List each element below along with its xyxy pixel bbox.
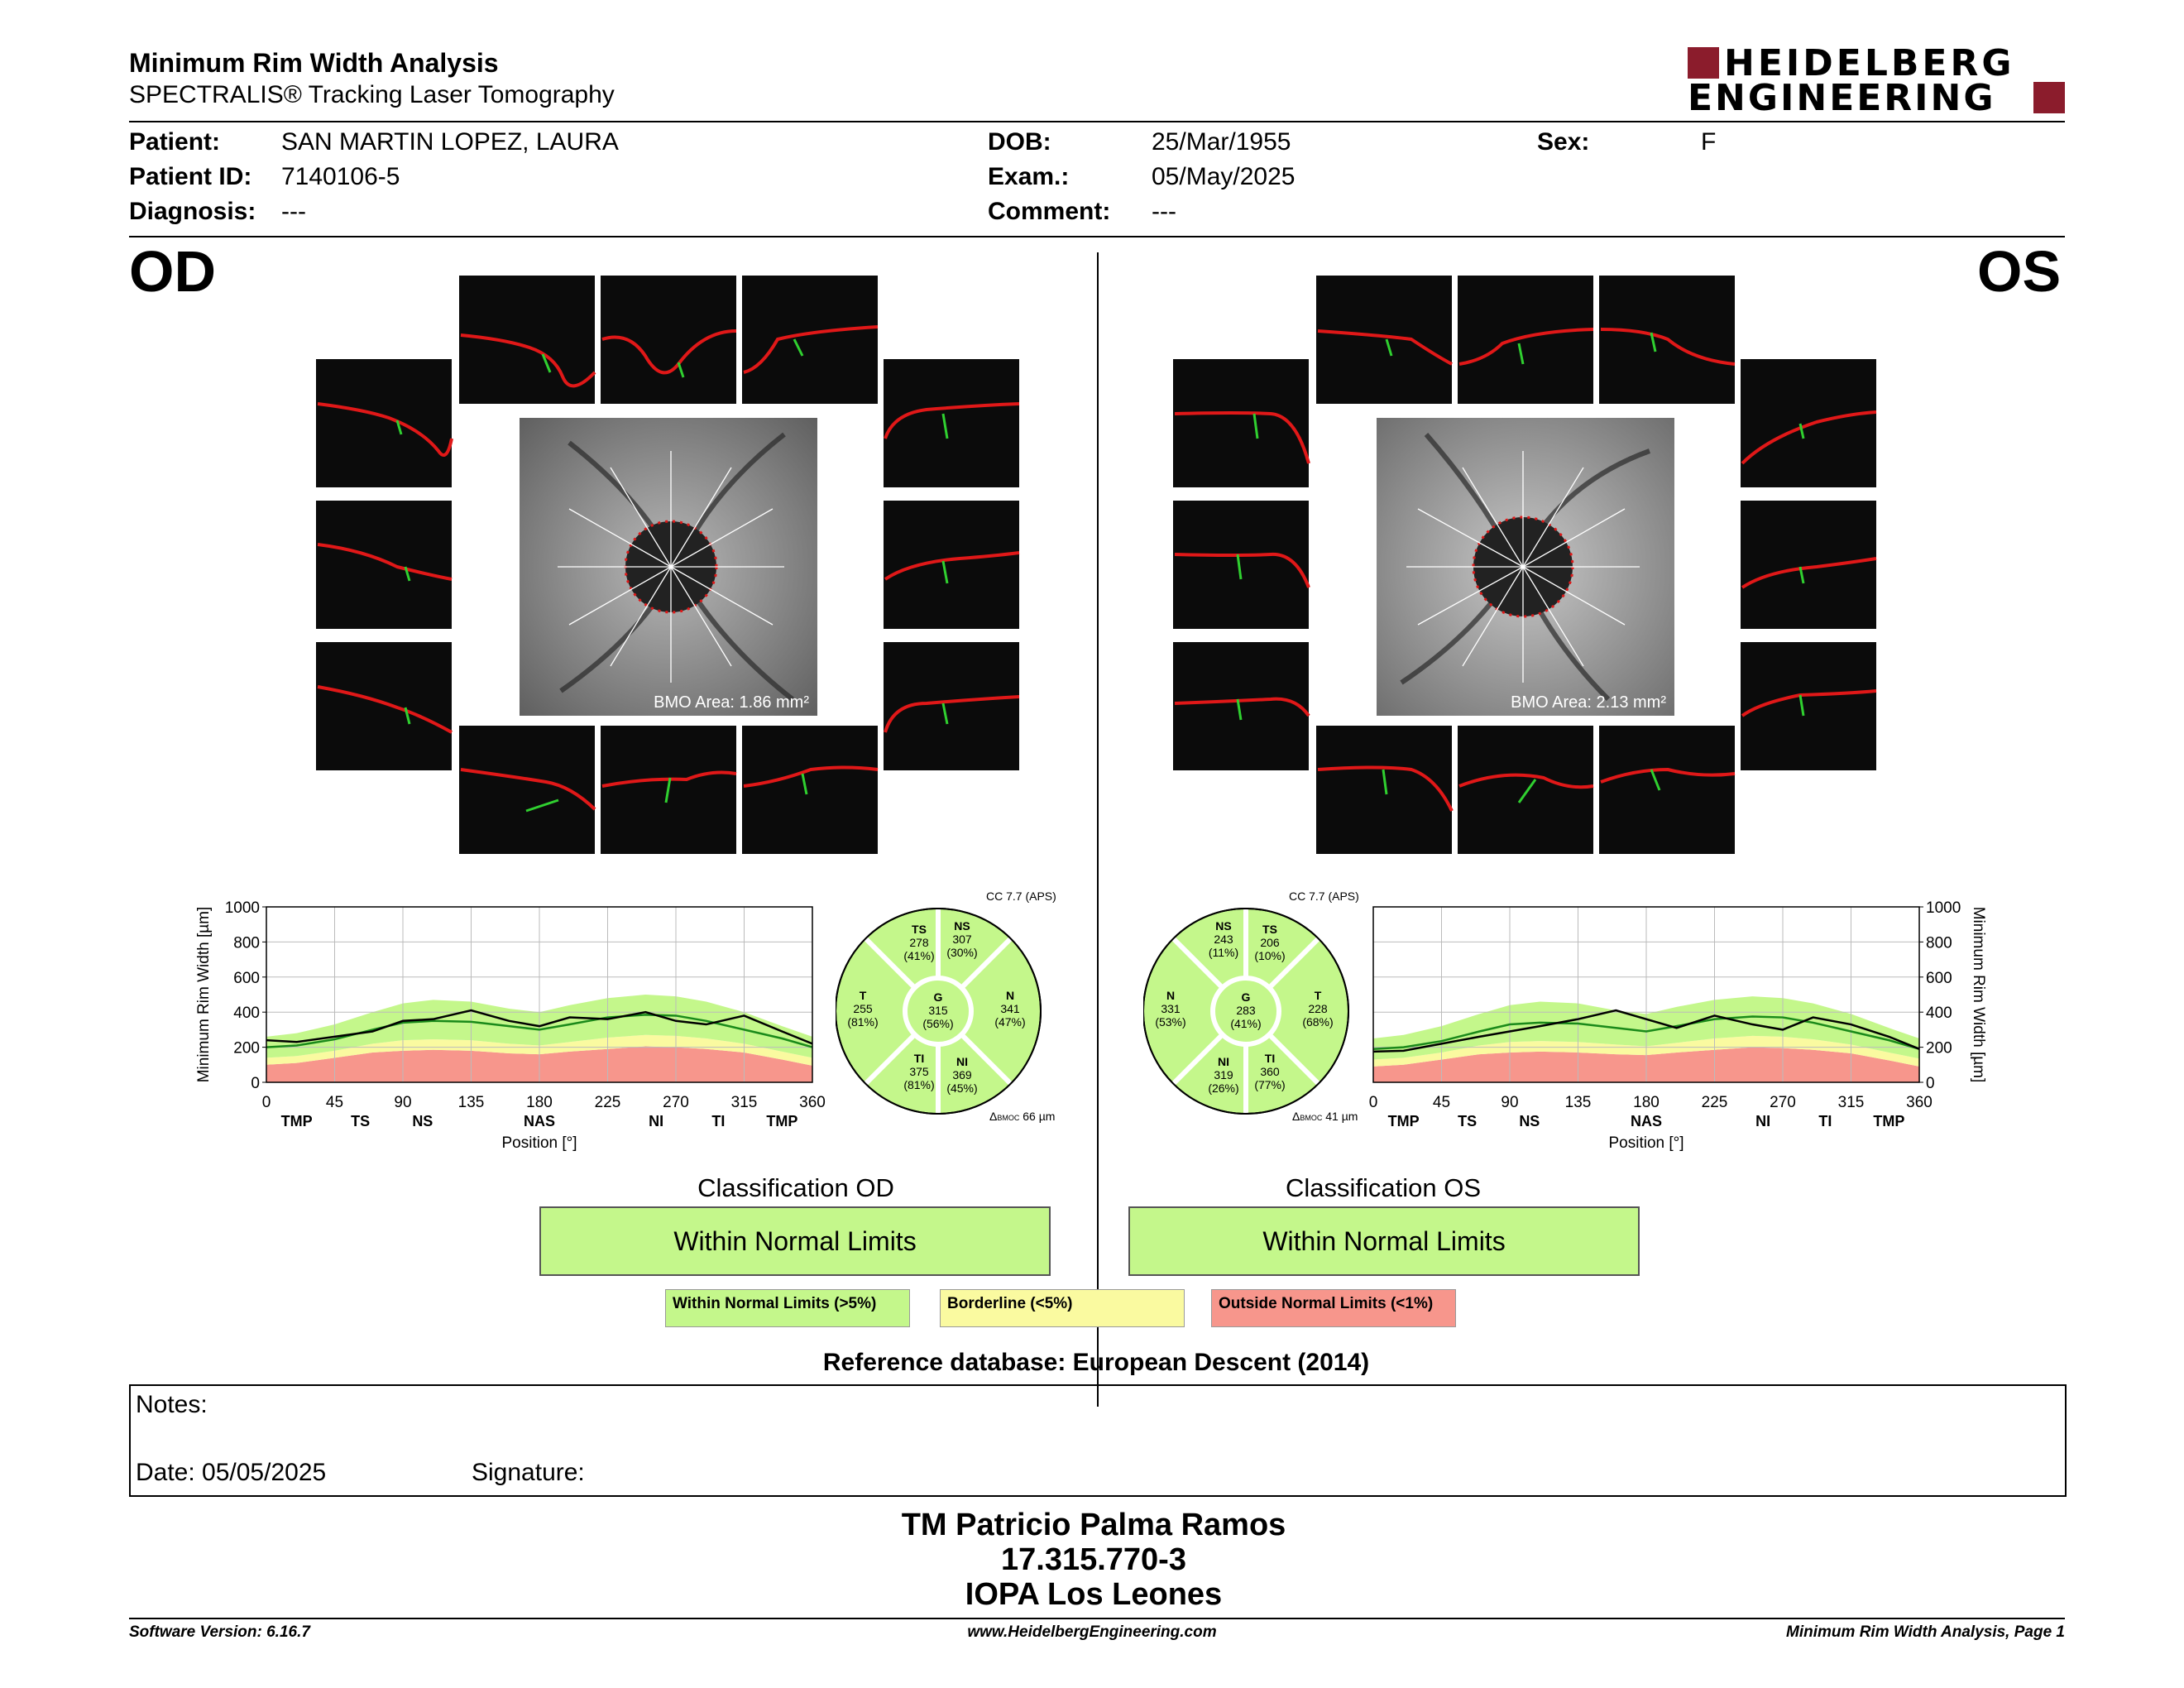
sector-label: TMP (1873, 1113, 1905, 1129)
os-ts-value: 206 (1260, 936, 1280, 949)
heidelberg-logo (1688, 42, 2065, 119)
od-g-label: G (933, 990, 943, 1004)
footer-page: Minimum Rim Width Analysis, Page 1 (1786, 1623, 2065, 1641)
os-sector-g (1225, 990, 1267, 1030)
y-axis-label: Minimum Rim Width [µm] (1970, 906, 1987, 1083)
x-tick-label: 135 (1564, 1094, 1592, 1111)
logo-square-icon-2 (2033, 82, 2065, 113)
sector-label: NI (649, 1113, 664, 1129)
notes-date: Date: 05/05/2025 (136, 1459, 327, 1486)
os-ni-pct: (26%) (1208, 1081, 1239, 1095)
od-t-label: T (859, 989, 867, 1002)
notes-signature: Signature: (472, 1459, 585, 1486)
x-tick-label: 225 (594, 1094, 621, 1111)
od-classification-title: Classification OD (697, 1173, 894, 1202)
x-tick-label: 315 (1837, 1094, 1865, 1111)
od-sector-ni (941, 1055, 983, 1095)
y-tick-label: 200 (1926, 1039, 1952, 1057)
od-classification-result: Within Normal Limits (539, 1206, 1051, 1276)
x-tick-label: 180 (526, 1094, 553, 1111)
dob-value: 25/Mar/1955 (1152, 128, 1291, 156)
dob-label: DOB: (988, 128, 1051, 156)
os-label: OS (1977, 239, 2062, 304)
os-fundus-rays (1377, 418, 1674, 716)
od-sector-t (842, 989, 884, 1029)
x-tick-label: 90 (394, 1094, 412, 1111)
os-sector-n (1150, 989, 1191, 1029)
y-tick-label: 400 (1926, 1005, 1952, 1023)
od-ti-label: TI (913, 1052, 925, 1065)
x-tick-label: 45 (1432, 1094, 1451, 1111)
x-tick-label: 270 (663, 1094, 689, 1111)
os-g-label: G (1241, 990, 1251, 1004)
comment-value: --- (1152, 198, 1176, 225)
os-ti-label: TI (1264, 1052, 1276, 1065)
od-bmoc-value: 66 µm (1023, 1110, 1056, 1123)
delta-icon: Δ (989, 1110, 998, 1123)
od-sector-panel (836, 890, 1075, 1129)
os-classification-title: Classification OS (1285, 1173, 1482, 1202)
od-ns-label: NS (954, 919, 970, 933)
od-g-pct: (56%) (922, 1017, 954, 1030)
od-ni-label: NI (956, 1055, 968, 1068)
logo-line-2: ENGINEERING (1688, 77, 1996, 119)
signatory-place: IOPA Los Leones (965, 1577, 1223, 1612)
os-ti-pct: (77%) (1254, 1078, 1286, 1091)
sector-label: TS (1458, 1113, 1478, 1129)
report-subtitle: SPECTRALIS® Tracking Laser Tomography (129, 81, 615, 108)
od-ti-value: 375 (909, 1065, 929, 1078)
sector-label: TI (1818, 1113, 1832, 1129)
os-sector-ti (1249, 1052, 1291, 1091)
x-tick-label: 0 (261, 1094, 271, 1111)
legend-outside-normal: Outside Normal Limits (<1%) (1211, 1289, 1456, 1327)
y-tick-label: 1000 (224, 899, 260, 917)
od-ti-pct: (81%) (903, 1078, 935, 1091)
x-tick-label: 315 (730, 1094, 758, 1111)
x-tick-label: 0 (1368, 1094, 1378, 1111)
os-sector-t (1297, 989, 1339, 1029)
footer-software: Software Version: 6.16.7 (129, 1623, 310, 1641)
od-n-value: 341 (1000, 1002, 1020, 1015)
od-sector-n (989, 989, 1031, 1029)
report-title: Minimum Rim Width Analysis (129, 48, 499, 78)
x-tick-label: 360 (1906, 1094, 1933, 1111)
os-g-pct: (41%) (1230, 1017, 1262, 1030)
exam-label: Exam.: (988, 163, 1070, 190)
signatory-id: 17.315.770-3 (1001, 1542, 1186, 1577)
y-axis-label: Minimum Rim Width [µm] (195, 906, 213, 1083)
patient-id-label: Patient ID: (129, 163, 252, 190)
patient-name: SAN MARTIN LOPEZ, LAURA (281, 128, 619, 156)
od-n-pct: (47%) (994, 1015, 1026, 1029)
os-sector-panel (1143, 890, 1383, 1129)
sector-label: NS (1519, 1113, 1540, 1129)
x-tick-label: 360 (799, 1094, 826, 1111)
od-fundus-rays (520, 418, 817, 716)
os-mrw-chart (1357, 894, 2019, 1175)
sector-label: NAS (523, 1113, 556, 1129)
diagnosis-value: --- (281, 198, 306, 225)
y-tick-label: 600 (233, 969, 260, 987)
od-sector-ns (941, 919, 983, 959)
od-image-panel (314, 273, 1021, 857)
od-t-value: 255 (853, 1002, 873, 1015)
patient-id: 7140106-5 (281, 163, 400, 190)
os-sector-ns (1203, 919, 1244, 959)
y-tick-label: 800 (1926, 934, 1952, 952)
od-bmoc (989, 1110, 1055, 1123)
delta-icon: Δ (1292, 1110, 1300, 1123)
y-tick-label: 200 (233, 1039, 260, 1057)
notes-box[interactable] (129, 1384, 2067, 1497)
sector-label: TMP (1387, 1113, 1420, 1129)
sector-label: TS (351, 1113, 371, 1129)
x-axis-label: Position [°] (501, 1134, 577, 1152)
os-sector-ni (1203, 1055, 1244, 1095)
sector-label: TI (711, 1113, 726, 1129)
sector-label: NS (412, 1113, 433, 1129)
od-ts-value: 278 (909, 936, 929, 949)
os-image-panel (1171, 273, 1878, 857)
od-sector-ti (898, 1052, 940, 1091)
od-bmoc-prefix: BMOC (997, 1114, 1020, 1122)
os-bmoc-value: 41 µm (1325, 1110, 1358, 1123)
os-ti-value: 360 (1260, 1065, 1280, 1078)
os-ni-label: NI (1218, 1055, 1229, 1068)
legend-borderline: Borderline (<5%) (940, 1289, 1185, 1327)
sex-value: F (1701, 128, 1717, 156)
sex-label: Sex: (1537, 128, 1590, 156)
os-ns-label: NS (1215, 919, 1232, 933)
os-bmoc-prefix: BMOC (1300, 1114, 1323, 1122)
od-fundus-image (520, 418, 817, 716)
od-ns-value: 307 (952, 933, 972, 946)
od-label: OD (129, 239, 216, 304)
od-g-value: 315 (928, 1004, 948, 1017)
sector-label: NI (1755, 1113, 1771, 1129)
x-tick-label: 90 (1501, 1094, 1519, 1111)
od-ni-pct: (45%) (946, 1081, 978, 1095)
signatory-name: TM Patricio Palma Ramos (901, 1508, 1286, 1542)
od-n-label: N (1005, 989, 1015, 1002)
logo-line-1: HEIDELBERG (1724, 42, 2015, 84)
os-bmoc (1292, 1110, 1358, 1123)
os-ts-label: TS (1262, 923, 1277, 936)
os-classification-result: Within Normal Limits (1128, 1206, 1640, 1276)
y-tick-label: 1000 (1926, 899, 1961, 917)
x-tick-label: 270 (1770, 1094, 1796, 1111)
od-ns-pct: (30%) (946, 946, 978, 959)
notes-label: Notes: (136, 1391, 208, 1418)
center-divider (1097, 252, 1099, 1407)
y-tick-label: 600 (1926, 969, 1952, 987)
footer-url[interactable]: www.HeidelbergEngineering.com (967, 1623, 1217, 1641)
x-tick-label: 225 (1701, 1094, 1728, 1111)
reference-database: Reference database: European Descent (2014) (822, 1349, 1370, 1376)
diagnosis-label: Diagnosis: (129, 198, 256, 225)
od-mrw-chart (190, 894, 836, 1175)
y-tick-label: 400 (233, 1005, 260, 1023)
sector-label: NAS (1630, 1113, 1663, 1129)
exam-value: 05/May/2025 (1152, 163, 1296, 190)
sector-label: TMP (766, 1113, 798, 1129)
os-t-pct: (68%) (1302, 1015, 1334, 1029)
os-bmo-area: BMO Area: 2.13 mm² (1511, 693, 1666, 712)
comment-label: Comment: (988, 198, 1111, 225)
os-ns-value: 243 (1214, 933, 1233, 946)
patient-label: Patient: (129, 128, 221, 156)
y-tick-label: 0 (1926, 1075, 1935, 1092)
od-cc-label: CC 7.7 (APS) (986, 890, 1056, 903)
os-fundus-image (1377, 418, 1674, 716)
legend-within-normal: Within Normal Limits (>5%) (665, 1289, 910, 1327)
od-sector-ts (898, 923, 940, 962)
os-n-pct: (53%) (1155, 1015, 1186, 1029)
os-ni-value: 319 (1214, 1068, 1233, 1081)
sector-label: TMP (280, 1113, 313, 1129)
x-tick-label: 180 (1633, 1094, 1660, 1111)
os-ts-pct: (10%) (1254, 949, 1286, 962)
os-cc-label: CC 7.7 (APS) (1289, 890, 1359, 903)
os-t-label: T (1314, 989, 1322, 1002)
od-sector-g (917, 990, 959, 1030)
x-axis-label: Position [°] (1608, 1134, 1684, 1152)
od-ts-pct: (41%) (903, 949, 935, 962)
od-ts-label: TS (912, 923, 927, 936)
x-tick-label: 135 (457, 1094, 485, 1111)
os-ns-pct: (11%) (1208, 946, 1239, 959)
os-g-value: 283 (1236, 1004, 1256, 1017)
od-t-pct: (81%) (847, 1015, 879, 1029)
logo-square-icon (1688, 47, 1719, 79)
os-sector-ts (1249, 923, 1291, 962)
y-tick-label: 800 (233, 934, 260, 952)
od-bmo-area: BMO Area: 1.86 mm² (654, 693, 809, 712)
os-n-label: N (1166, 989, 1176, 1002)
od-ni-value: 369 (952, 1068, 972, 1081)
x-tick-label: 45 (325, 1094, 344, 1111)
os-t-value: 228 (1308, 1002, 1328, 1015)
os-n-value: 331 (1161, 1002, 1181, 1015)
y-tick-label: 0 (251, 1075, 260, 1092)
